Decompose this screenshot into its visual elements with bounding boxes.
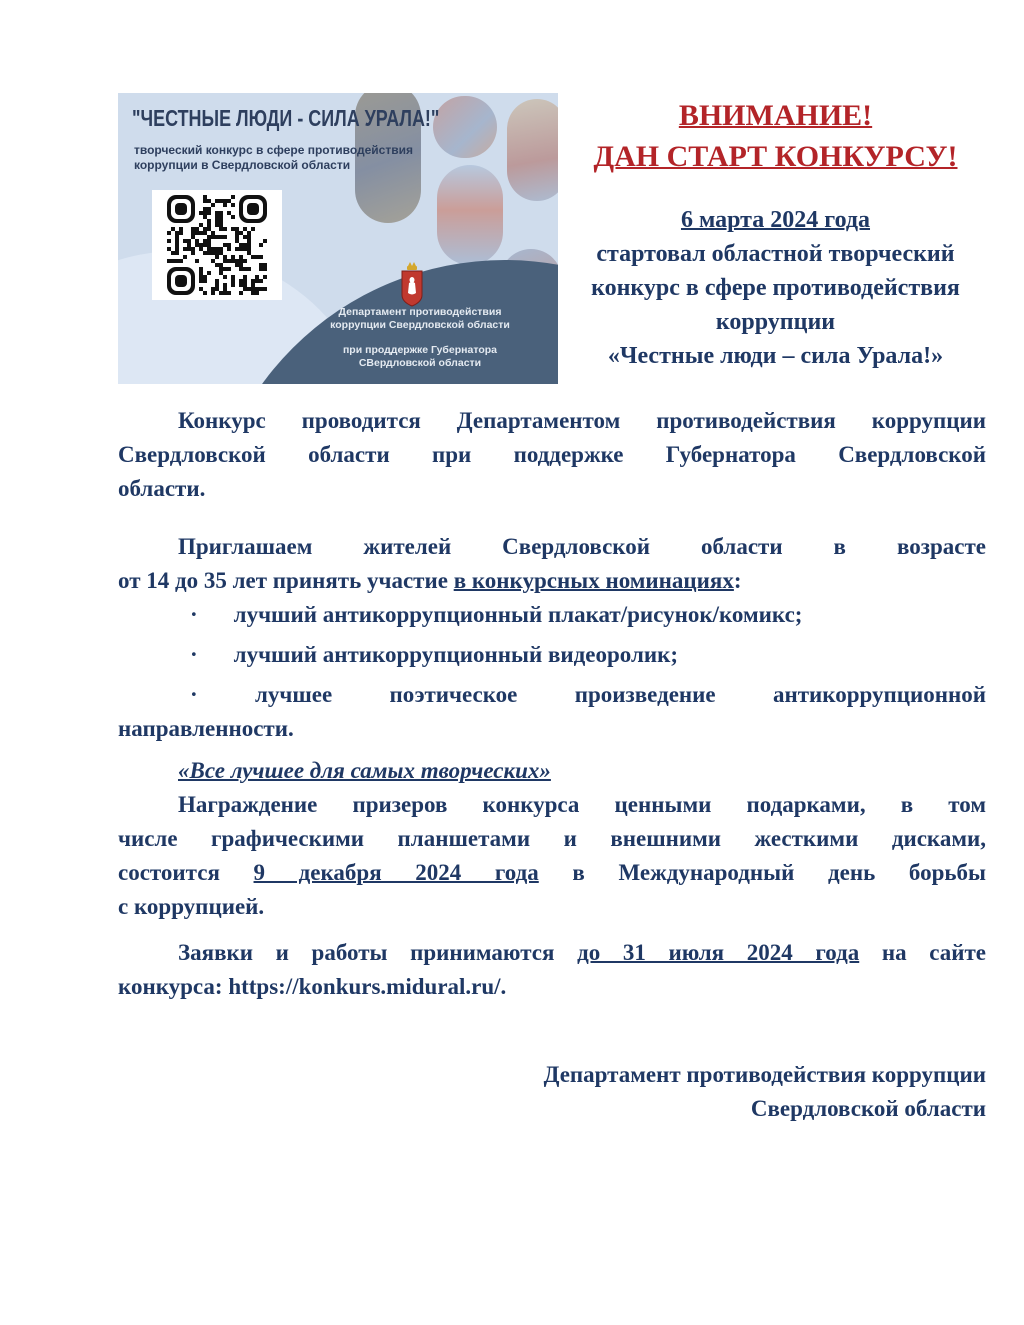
caption-line: при проддержке Губернатора — [342, 344, 498, 356]
text-line: числе графическими планшетами и внешними жесткими дисками, — [118, 826, 986, 851]
list-item-continuation: направленности. — [118, 716, 294, 741]
list-item — [118, 638, 986, 672]
list-item-text: лучший антикоррупционный видеоролик; — [233, 642, 679, 667]
contest-poster-image — [118, 93, 558, 384]
attention-header — [563, 95, 988, 373]
text-segment: в Международный день борьбы — [538, 860, 986, 885]
subheading-line: стартовал областной творческий — [596, 241, 955, 267]
paragraph-invitation — [118, 530, 986, 598]
poster-subtitle — [134, 143, 413, 173]
paragraph-spacer — [118, 506, 986, 530]
poster-title: "ЧЕСТНЫЕ ЛЮДИ - СИЛА УРАЛА!" — [132, 105, 440, 131]
signature-line: Свердловской области — [750, 1096, 986, 1121]
nominations-list — [118, 598, 986, 746]
contest-name: «Честные люди – сила Урала!» — [607, 343, 944, 369]
contest-start-date: 6 марта 2024 года — [680, 207, 871, 233]
sverdlovsk-coat-of-arms-icon — [399, 260, 425, 308]
signature-block — [118, 1058, 986, 1126]
poster-subtitle-line: творческий конкурс в сфере противодействия — [134, 143, 413, 157]
caption-line: Департамент противодействия — [338, 306, 502, 318]
bullet-icon: · — [190, 642, 198, 667]
text-line — [118, 936, 986, 970]
contest-start-subheading — [563, 203, 988, 373]
bullet-icon: · — [190, 682, 198, 707]
poster-artwork-capsule — [507, 99, 558, 201]
text-segment: Заявки и работы принимаются — [178, 940, 578, 965]
text-segment: от 14 до 35 лет принять участие — [118, 568, 454, 593]
quote-heading — [118, 754, 986, 788]
paragraph-organizer — [118, 404, 986, 506]
document-body — [118, 404, 986, 1126]
award-date-underlined: 9 декабря 2024 года — [253, 860, 539, 885]
list-item-text: лучшее поэтическое произведение антикоррупционной — [255, 682, 986, 707]
paragraph-spacer — [118, 924, 986, 936]
text-line: Свердловской области при поддержке Губернатора Свердловской — [118, 442, 986, 467]
text-segment: : — [733, 568, 742, 593]
poster-subtitle-line: коррупции в Свердловской области — [134, 158, 351, 172]
list-item — [118, 598, 986, 632]
caption-line: СВердловской области — [358, 357, 482, 369]
quote-heading-text: «Все лучшее для самых творческих» — [178, 758, 551, 783]
text-line: области. — [118, 476, 206, 501]
signature-line: Департамент противодействия коррупции — [543, 1062, 986, 1087]
attention-line-2: ДАН СТАРТ КОНКУРСУ! — [593, 140, 958, 173]
text-line: с коррупцией. — [118, 894, 265, 919]
poster-artwork-capsule — [433, 96, 497, 158]
attention-line-1: ВНИМАНИЕ! — [678, 99, 873, 132]
deadline-underlined: до 31 июля 2024 года — [577, 940, 860, 965]
text-segment: состоится — [118, 860, 254, 885]
caption-line: коррупции Свердловской области — [330, 319, 510, 331]
text-segment: на сайте — [859, 940, 986, 965]
poster-department-caption — [295, 306, 545, 370]
text-line — [118, 564, 986, 598]
paragraph-awards — [118, 788, 986, 924]
text-line: Награждение призеров конкурса ценными подарками, в том — [178, 792, 986, 817]
list-item-text: лучший антикоррупционный плакат/рисунок/комикс; — [233, 602, 803, 627]
text-line: Приглашаем жителей Свердловской области в возрасте — [178, 534, 986, 559]
list-item — [118, 678, 986, 712]
paragraph-spacer — [118, 1004, 986, 1058]
subheading-line: коррупции — [715, 309, 836, 335]
subheading-line: конкурс в сфере противодействия — [591, 275, 960, 301]
qr-code — [152, 190, 282, 300]
qr-code-icon — [167, 195, 267, 295]
attention-red-heading — [563, 95, 988, 177]
text-line — [118, 856, 986, 890]
poster-artwork-capsule — [437, 165, 503, 265]
paragraph-spacer — [118, 746, 986, 754]
bullet-icon: · — [190, 602, 198, 627]
underlined-text: в конкурсных номинациях — [453, 568, 734, 593]
caption-gap — [295, 332, 545, 344]
text-line-with-url: конкурса: https://konkurs.midural.ru/. — [118, 974, 507, 999]
text-line: Конкурс проводится Департаментом противодействия коррупции — [178, 408, 986, 433]
paragraph-applications — [118, 936, 986, 1004]
